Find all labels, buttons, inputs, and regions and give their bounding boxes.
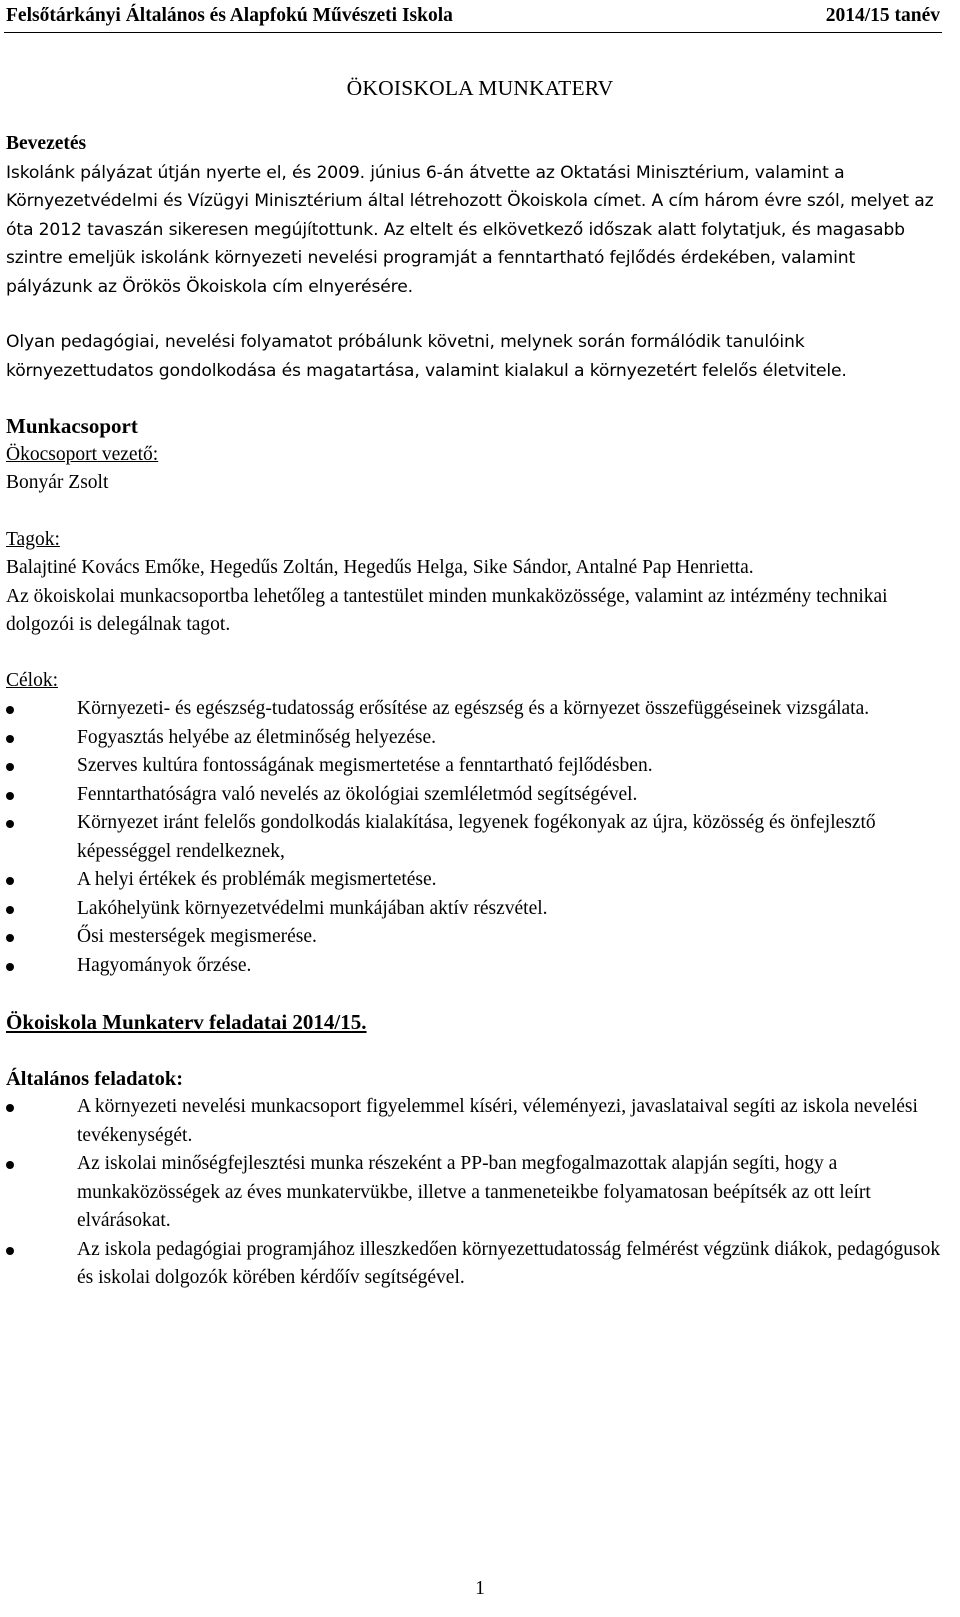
bullet-icon: [6, 1104, 14, 1112]
bullet-icon: [6, 763, 14, 771]
list-item-text: A környezeti nevelési munkacsoport figyelemmel kíséri, véleményezi, javaslataival segíti az iskola nevelési tevékenységét.: [77, 1096, 918, 1146]
list-item-text: Lakóhelyünk környezetvédelmi munkájában aktív részvétel.: [77, 897, 548, 919]
list-item-text: Az iskolai minőségfejlesztési munka részeként a PP-ban megfogalmazottak alapján segíti, hogy a munkaközösségek az éves munkatervükbe, illetve a tanmeneteikbe folyamatosan beépítsék az ott leírt elvárásokat.: [77, 1153, 871, 1231]
bullet-icon: [6, 963, 14, 971]
list-item: [6, 781, 942, 810]
list-item: [6, 923, 942, 952]
document-title: ÖKOISKOLA MUNKATERV: [346, 76, 614, 100]
list-item: [6, 809, 942, 866]
header-rule: [4, 32, 942, 33]
page-number: 1: [475, 1578, 485, 1599]
list-item-text: Fogyasztás helyébe az életminőség helyezése.: [77, 726, 436, 748]
intro-paragraph: Iskolánk pályázat útján nyerte el, és 2009. június 6-án átvette az Oktatási Minisztérium, valamint a Környezetvédelmi és Vízügyi Minisztérium által létrehozott Ökoiskola címet. A cím három évre szól, melyet az óta 2012 tavaszán sikeresen megújítottunk. Az eltelt és elkövetkező időszak alatt folytatjuk, és magasabb szintre emeljük iskolánk környezeti nevelési programját a fenntartható fejlődés érdekében, valamint pályázunk az Örökös Ökoiskola cím elnyerésére.: [6, 162, 934, 297]
bullet-icon: [6, 820, 14, 828]
bullet-icon: [6, 1161, 14, 1169]
group-leader-label: Ökocsoport vezető:: [6, 443, 159, 465]
header-school-name: Felsőtárkányi Általános és Alapfokú Művészeti Iskola: [6, 5, 453, 26]
list-item: [6, 1093, 942, 1150]
bullet-icon: [6, 934, 14, 942]
list-item-text: Hagyományok őrzése.: [77, 954, 252, 976]
list-item-text: A helyi értékek és problémák megismertetése.: [77, 869, 437, 890]
group-heading: Munkacsoport: [6, 414, 138, 438]
list-item-text: Szerves kultúra fontosságának megismertetése a fenntartható fejlődésben.: [77, 755, 653, 776]
list-item: [6, 952, 942, 981]
bullet-icon: [6, 877, 14, 885]
page-header: [6, 2, 940, 30]
intro-paragraph-2: Olyan pedagógiai, nevelési folyamatot próbálunk követni, melynek során formálódik tanulóink környezettudatos gondolkodása és magatartása, valamint kialakul a környezetért felelős életvitele.: [6, 332, 847, 381]
list-item: [6, 1150, 942, 1236]
document-body: [6, 130, 942, 1293]
list-item: [6, 1236, 942, 1293]
bullet-icon: [6, 706, 14, 714]
group-leader-name: Bonyár Zsolt: [6, 472, 109, 493]
general-tasks-list: [6, 1093, 942, 1293]
list-item: [6, 695, 942, 724]
group-note: Az ökoiskolai munkacsoportba lehetőleg a tantestület minden munkaközössége, valamint az intézmény technikai dolgozói is delegálnak tagot.: [6, 585, 888, 635]
tasks-section-title: Ökoiskola Munkaterv feladatai 2014/15.: [6, 1010, 367, 1034]
list-item-text: Az iskola pedagógiai programjához illeszkedően környezettudatosság felmérést végzünk diákok, pedagógusok és iskolai dolgozók körében kérdőív segítségével.: [77, 1238, 941, 1288]
group-members-list: Balajtiné Kovács Emőke, Hegedűs Zoltán, Hegedűs Helga, Sike Sándor, Antalné Pap Henrietta.: [6, 557, 754, 578]
list-item: [6, 724, 942, 753]
group-members-label: Tagok:: [6, 528, 60, 550]
bullet-icon: [6, 735, 14, 743]
list-item: [6, 866, 942, 895]
bullet-icon: [6, 792, 14, 800]
list-item: [6, 895, 942, 924]
header-school-year: 2014/15 tanév: [825, 5, 940, 26]
goals-list: [6, 695, 942, 980]
bullet-icon: [6, 906, 14, 914]
bullet-icon: [6, 1247, 14, 1255]
list-item-text: Környezeti- és egészség-tudatosság erősítése az egészség és a környezet összefüggéseinek vizsgálata.: [77, 698, 870, 719]
intro-heading: Bevezetés: [6, 133, 87, 154]
list-item-text: Környezet iránt felelős gondolkodás kialakítása, legyenek fogékonyak az újra, közösség és önfejlesztő képességgel rendelkeznek,: [77, 812, 876, 862]
general-tasks-label: Általános feladatok:: [6, 1067, 184, 1090]
list-item-text: Fenntarthatóságra való nevelés az ökológiai szemléletmód segítségével.: [77, 783, 638, 805]
list-item-text: Ősi mesterségek megismerése.: [77, 926, 317, 947]
list-item: [6, 752, 942, 781]
goals-label: Célok:: [6, 669, 58, 691]
